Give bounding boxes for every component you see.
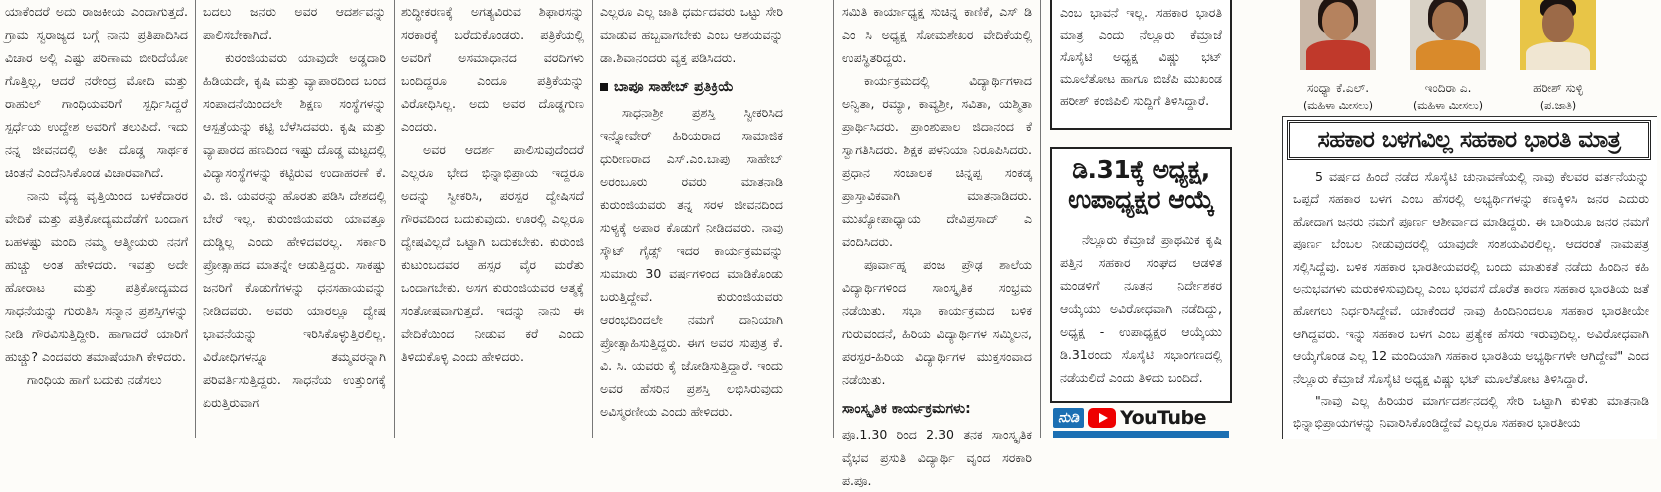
election-news-box bbox=[1050, 147, 1232, 403]
article-column-3 bbox=[401, 0, 584, 438]
subheading-cultural bbox=[842, 397, 1032, 421]
column-paragraph: ಕುರಂಜಿಯವರು ಯಾವುದೇ ಅಡ್ಡದಾರಿ ಹಿಡಿಯದೇ, ಕೃಷಿ ಮತ್ತು ವ್ಯಾಪಾರದಿಂದ ಬಂದ ಸಂಪಾದನೆಯಿಂದಲೇ ಶಿಕ್ಷಣ ಸಂಸ್ಥೆಗಳನ್ನು ಆಸ್ಪತ್ರೆಯನ್ನು ಕಟ್ಟಿ ಬೆಳೆಸಿದವರು. ಕೃಷಿ ಮತ್ತು ವ್ಯಾಪಾರದ ಹಣದಿಂದ ಇಷ್ಟು ದೊಡ್ಡ ಮಟ್ಟದಲ್ಲಿ ವಿದ್ಯಾಸಂಸ್ಥೆಗಳನ್ನು ಕಟ್ಟಿರುವ ಉದಾಹರಣೆ ಕೆ. ವಿ. ಜಿ. ಯವರನ್ನು ಹೊರತು ಪಡಿಸಿ ದೇಶದಲ್ಲಿ ಬೇರೆ ಇಲ್ಲ. ಕುರುಂಜಿಯವರು ಯಾವತ್ತೂ ದುಡ್ಡಿಲ್ಲ ಎಂದು ಹೇಳಿದವರಲ್ಲ. ಸರ್ಕಾರಿ ಪ್ರೋತ್ಸಾಹದ ಮಾತನ್ನೇ ಆಡುತ್ತಿದ್ದರು. ಸಾಕಷ್ಟು ಜನರಿಗೆ ಕೊಡುಗೆಗಳನ್ನು ಧನಸಹಾಯವನ್ನು ನೀಡಿದವರು. ಅವರು ಯಾರಲ್ಲೂ ದ್ವೇಷ ಭಾವನೆಯನ್ನು ಇರಿಸಿಕೊಳ್ಳುತ್ತಿರಲಿಲ್ಲ. ವಿರೋಧಿಗಳನ್ನೂ ತಮ್ಮವರನ್ನಾಗಿ ಪರಿವರ್ತಿಸುತ್ತಿದ್ದರು. ಸಾಧನೆಯ ಉತ್ತುಂಗಕ್ಕೆ ಏರುತ್ತಿರುವಾಗ bbox=[203, 50, 386, 410]
column-paragraph: ಪೂರ್ವಾಹ್ನ ಪಂಜ ಪ್ರೌಢ ಶಾಲೆಯ ವಿದ್ಯಾರ್ಥಿಗಳಿಂದ ಸಾಂಸ್ಕೃತಿಕ ಸಂಭ್ರಮ ನಡೆಯಿತು. ಸಭಾ ಕಾರ್ಯಕ್ರಮದ ಬಳಿಕ ಗುರುವಂದನೆ, ಹಿರಿಯ ವಿದ್ಯಾರ್ಥಿಗಳ ಸಮ್ಮಿಲನ, ಪರಸ್ಪರ-ಹಿರಿಯ ವಿದ್ಯಾರ್ಥಿಗಳ ಮುಕ್ತಸಂವಾದ ನಡೆಯಿತು. bbox=[842, 257, 1032, 387]
person-role: (ಮಹಿಳಾ ಮೀಸಲು) bbox=[1412, 99, 1484, 112]
column-paragraph: ಅವರ ಆದರ್ಶ ಪಾಲಿಸುವುದೆಂದರೆ ಎಲ್ಲರೂ ಭೇದ ಭಿನ್ನಾಭಿಪ್ರಾಯ ಇದ್ದರೂ ಅದನ್ನು ಸ್ವೀಕರಿಸಿ, ಪರಸ್ಪರ ದ್ವೇಷಿಸದೆ ಗೌರವದಿಂದ ಬದುಕುವುದು. ಊರಲ್ಲಿ ಎಲ್ಲರೂ ದ್ವೇಷವಿಲ್ಲದೆ ಒಟ್ಟಾಗಿ ಬದುಕಬೇಕು. ಕುರುಂಜಿ ಕುಟುಂಬದವರ ಹಸ್ಸರ ವೈರ ಮರೆತು ಒಂದಾಗಬೇಕು. ಅಸಗ ಕುರುಂಜಿಯವರ ಆತ್ಮಕ್ಕೆ ಸಂತೋಷವಾಗುತ್ತದೆ. ಇದನ್ನು ನಾನು ಈ ವೇದಿಕೆಯಿಂದ ನೀಡುವ ಕರೆ ಎಂದು ತಿಳಿದುಕೊಳ್ಳಿ ಎಂದು ಹೇಳಿದರು. bbox=[401, 142, 584, 364]
column-divider bbox=[1040, 0, 1041, 438]
article-paragraph: "ನಾವು ಎಲ್ಲ ಹಿರಿಯರ ಮಾರ್ಗದರ್ಶನದಲ್ಲಿ ಸೇರಿ ಒಟ್ಟಾಗಿ ಕುಳಿತು ಮಾತನಾಡಿ ಭಿನ್ನಾಭಿಪ್ರಾಯಗಳನ್ನು ನಿವಾರಿಸಿಕೊಂಡಿದ್ದೇವೆ ಎಲ್ಲರೂ ಸಹಕಾರ ಭಾರತೀಯ bbox=[1293, 393, 1649, 431]
portrait-caption-3 bbox=[1506, 80, 1610, 114]
portrait-photo-1 bbox=[1300, 0, 1376, 70]
person-name: ಇಂದಿರಾ ಎ. bbox=[1424, 81, 1472, 95]
portrait-photo-2 bbox=[1410, 0, 1486, 70]
portrait-photo-3 bbox=[1520, 0, 1596, 70]
column-paragraph: ಪೂ.1.30 ರಿಂದ 2.30 ತನಕ ಸಾಂಸ್ಕೃತಿಕ ವೈಭವ ಪ್ರಸುತಿ ವಿದ್ಯಾರ್ಥಿ ವೃಂದ ಸರಕಾರಿ ಪ.ಪೂ. bbox=[842, 427, 1032, 488]
news-paragraph: ನೆಲ್ಲೂರು ಕೆಮ್ರಾಜೆ ಪ್ರಾಥಮಿಕ ಕೃಷಿ ಪತ್ತಿನ ಸಹಕಾರ ಸಂಘದ ಆಡಳಿತ ಮಂಡಳಿಗೆ ನೂತನ ನಿರ್ದೇಶಕರ ಆಯ್ಕೆಯು ಅವಿರೋಧವಾಗಿ ನಡೆದಿದ್ದು, ಅಧ್ಯಕ್ಷ - ಉಪಾಧ್ಯಕ್ಷರ ಆಯ್ಕೆಯು ಡಿ.31ರಂದು ಸೊಸೈಟಿ ಸಭಾಂಗಣದಲ್ಲಿ ನಡೆಯಲಿದೆ ಎಂದು ತಿಳಿದು ಬಂದಿದೆ. bbox=[1060, 231, 1222, 385]
article-column-4 bbox=[600, 0, 783, 438]
youtube-play-icon bbox=[1088, 408, 1116, 428]
column-paragraph: ನಾನು ವೈದ್ಯ ವೃತ್ತಿಯಿಂದ ಬಳಕೆದಾರರ ವೇದಿಕೆ ಮತ್ತು ಪತ್ರಿಕೋದ್ಯಮದೆಡೆಗೆ ಬಂದಾಗ ಬಹಳಷ್ಟು ಮಂದಿ ನಮ್ಮ ಆತ್ಮೀಯರು ನನಗೆ ಹುಚ್ಚು ಅಂತ ಹೇಳಿದರು. ಇವತ್ತು ಅದೇ ಹೋರಾಟ ಮತ್ತು ಪತ್ರಿಕೋದ್ಯಮದ ಸಾಧನೆಯನ್ನು ಗುರುತಿಸಿ ಸನ್ಮಾನ ಪ್ರಶಸ್ತಿಗಳನ್ನು ನೀಡಿ ಗೌರವಿಸುತ್ತಿದ್ದೀರಿ. ಹಾಗಾದರೆ ಯಾರಿಗೆ ಹುಚ್ಚು? ಎಂದವರು ತಮಾಷೆಯಾಗಿ ಕೇಳಿದರು. bbox=[5, 188, 188, 364]
person-role: (ಪ.ಜಾತಿ) bbox=[1539, 99, 1577, 112]
column-paragraph: ಬದಲು ಜನರು ಅವರ ಆದರ್ಶವನ್ನು ಪಾಲಿಸಬೇಕಾಗಿದೆ. bbox=[203, 4, 386, 42]
subheading-text: ಸಾಂಸ್ಕೃತಿಕ ಕಾರ್ಯಕ್ರಮಗಳು: bbox=[842, 401, 971, 417]
cooperative-article bbox=[1282, 116, 1657, 439]
column-paragraph: ಸಾಧನಾಶ್ರೀ ಪ್ರಶಸ್ತಿ ಸ್ವೀಕರಿಸಿದ ಇನ್ನೋವೇರ್ ಹಿರಿಯರಾದ ಸಾಮಾಜಿಕ ಧುರೀಣರಾದ ಎಸ್.ಎಂ.ಬಾಪು ಸಾಹೇಬ್ ಅರಂಬೂರು ರವರು ಮಾತನಾಡಿ ಕುರುಂಜಿಯವರು ತನ್ನ ಸರಳ ಜೀವನದಿಂದ ಸುಳ್ಯಕ್ಕೆ ಅಪಾರ ಕೊಡುಗೆ ನೀಡಿದವರು. ನಾವು ಸ್ಕೌಟ್ ಗೈಡ್ಸ್ ಇದರ ಕಾರ್ಯಕ್ರಮವನ್ನು ಸುಮಾರು 30 ವರ್ಷಗಳಿಂದ ಮಾಡಿಕೊಂಡು ಬರುತ್ತಿದ್ದೇವೆ. ಕುರುಂಜಿಯವರು ಆರಂಭದಿಂದಲೇ ನಮಗೆ ದಾನಿಯಾಗಿ ಪ್ರೋತ್ಸಾಹಿಸುತ್ತಿದ್ದರು. ಈಗ ಅವರ ಸುಪುತ್ರ ಕೆ. ವಿ. ಸಿ. ಯವರು ಕೈ ಜೋಡಿಸುತ್ತಿದ್ದಾರೆ. ಇಂದು ಅವರ ಹೆಸರಿನ ಪ್ರಶಸ್ತಿ ಲಭಿಸಿರುವುದು ಅವಿಸ್ಮರಣೀಯ ಎಂದು ಹೇಳಿದರು. bbox=[600, 105, 783, 419]
blue-banner-strip bbox=[1053, 431, 1229, 438]
article-headline: ಸಹಕಾರ ಬಳಗವಿಲ್ಲ ಸಹಕಾರ ಭಾರತಿ ಮಾತ್ರ bbox=[1287, 120, 1651, 160]
column-paragraph: ಸಮಿತಿ ಕಾರ್ಯಾಧ್ಯಕ್ಷ ಸುಚಿನ್ನ ಕಾಣಿಕೆ, ಎಸ್ ಡಿ ಎಂ ಸಿ ಅಧ್ಯಕ್ಷ ಸೋಮಶೇಖರ ವೇದಿಕೆಯಲ್ಲಿ ಉಪಸ್ಥಿತರಿದ್ದರು. bbox=[842, 4, 1032, 65]
column-paragraph: ಎಲ್ಲರೂ ಎಲ್ಲ ಜಾತಿ ಧರ್ಮದವರು ಒಟ್ಟು ಸೇರಿ ಮಾಡುವ ಹಬ್ಬವಾಗಬೇಕು ಎಂಬ ಆಶಯವನ್ನು ಡಾ.ಶಿವಾನಂದರು ವ್ಯಕ್ತ ಪಡಿಸಿದರು. bbox=[600, 4, 783, 65]
column-divider bbox=[394, 0, 395, 438]
youtube-logo: YouTube bbox=[1120, 407, 1207, 429]
article-column-2 bbox=[203, 0, 386, 438]
square-bullet-icon bbox=[600, 83, 608, 91]
person-name: ಸಂಧ್ಯಾ ಕೆ.ಎಲ್. bbox=[1306, 81, 1370, 95]
news-headline: ಡಿ.31ಕ್ಕೆ ಅಧ್ಯಕ್ಷ, ಉಪಾಧ್ಯಕ್ಷರ ಆಯ್ಕೆ bbox=[1068, 155, 1214, 214]
column-divider bbox=[592, 0, 593, 438]
article-column-1 bbox=[5, 0, 188, 438]
person-role: (ಮಹಿಳಾ ಮೀಸಲು) bbox=[1302, 99, 1374, 112]
column-paragraph: ಯಾಕೆಂದರೆ ಅದು ರಾಜಕೀಯ ಎಂದಾಗುತ್ತದೆ. ಗ್ರಾಮ ಸ್ವರಾಜ್ಯದ ಬಗ್ಗೆ ನಾನು ಪ್ರತಿಪಾದಿಸಿದ ವಿಚಾರ ಅಲ್ಲಿ ಎಷ್ಟು ಪರಿಣಾಮ ಬೀರಿದೆಯೋ ಗೊತ್ತಿಲ್ಲ, ಆದರೆ ನರೇಂದ್ರ ಮೋದಿ ಮತ್ತು ರಾಹುಲ್ ಗಾಂಧಿಯವರಿಗೆ ಸ್ಪರ್ಧಿಸಿದ್ದರೆ ಸ್ಪರ್ಧೆಯ ಉದ್ದೇಶ ಅವರಿಗೆ ತಲುಪಿದೆ. ಇದು ನನ್ನ ಜೀವನದಲ್ಲಿ ಅತೀ ದೊಡ್ಡ ಸಾರ್ಥಕ ಚಿಂತನೆ ಎಂದೆನಿಸಿಕೊಂಡ ವಿಚಾರವಾಗಿದೆ. bbox=[5, 4, 188, 180]
logo-strip bbox=[1053, 407, 1206, 429]
column-divider bbox=[195, 0, 196, 438]
column-divider bbox=[833, 0, 834, 438]
statement-box bbox=[1050, 0, 1232, 130]
column-paragraph: ಕಾರ್ಯಕ್ರಮದಲ್ಲಿ ವಿದ್ಯಾರ್ಥಿಗಳಾದ ಅನ್ವಿತಾ, ರಮ್ಯಾ, ಕಾವ್ಯಶ್ರೀ, ಸವಿತಾ, ಯಶ್ಮಿತಾ ಪ್ರಾರ್ಥಿಸಿದರು. ಪ್ರಾಂಶುಪಾಲ ಜಿದಾನಂದ ಕೆ ಸ್ವಾಗತಿಸಿದರು. ಶಿಕ್ಷಕ ಪಳನಿಯಾ ನಿರೂಪಿಸಿದರು. ಪ್ರಧಾನ ಸಂಚಾಲಕ ಚಿನ್ನಪ್ಪ ಸಂಕಡ್ಕ ಪ್ರಾಸ್ತಾವಿಕವಾಗಿ ಮಾತನಾಡಿದರು. ಮುಖ್ಯೋಪಾಧ್ಯಾಯ ದೇವಿಪ್ರಸಾದ್ ಎ ವಂದಿಸಿದರು. bbox=[842, 73, 1032, 249]
statement-text: ಎಂಬ ಭಾವನೆ ಇಲ್ಲ. ಸಹಕಾರ ಭಾರತಿ ಮಾತ್ರ ಎಂದು ನೆಲ್ಲೂರು ಕೆಮ್ರಾಜೆ ಸೊಸೈಟಿ ಅಧ್ಯಕ್ಷ ವಿಷ್ಣು ಭಟ್ ಮೂಲೆತೋಟ ಹಾಗೂ ಬಿಜೆಪಿ ಮುಖಂಡ ಹರೀಶ್ ಕಂಜಿಪಿಲಿ ಸುದ್ದಿಗೆ ತಿಳಿಸಿದ್ದಾರೆ. bbox=[1060, 5, 1222, 108]
article-column-5 bbox=[842, 0, 1032, 488]
person-name: ಹರೀಶ್ ಸುಳ್ಳಿ bbox=[1533, 81, 1583, 95]
portrait-caption-1 bbox=[1286, 80, 1390, 114]
article-body bbox=[1283, 166, 1657, 435]
news-body bbox=[1052, 228, 1230, 389]
column-paragraph: ಶುದ್ಧೀಕರಣಕ್ಕೆ ಅಗತ್ಯವಿರುವ ಶಿಫಾರಸನ್ನು ಸರಕಾರಕ್ಕೆ ಬರೆದುಕೊಂಡರು. ಪತ್ರಿಕೆಯಲ್ಲಿ ಅವರಿಗೆ ಅಸಮಾಧಾನದ ವರದಿಗಳು ಬಂದಿದ್ದರೂ ಎಂದೂ ಪತ್ರಿಕೆಯನ್ನು ವಿರೋಧಿಸಿಲ್ಲ. ಅದು ಅವರ ದೊಡ್ಡಗುಣ ಎಂದರು. bbox=[401, 4, 584, 134]
nudi-logo: ನುಡಿ bbox=[1053, 408, 1084, 428]
portrait-caption-2 bbox=[1396, 80, 1500, 114]
subheading-text: ಬಾಪೂ ಸಾಹೇಬ್ ಪ್ರತಿಕ್ರಿಯೆ bbox=[614, 79, 734, 95]
column-paragraph: ಗಾಂಧಿಯ ಹಾಗೆ ಬದುಕು ನಡೆಸಲು bbox=[27, 372, 162, 387]
subheading-bapu-saheb bbox=[600, 75, 783, 99]
article-paragraph: 5 ವರ್ಷದ ಹಿಂದೆ ನಡೆದ ಸೊಸೈಟಿ ಚುನಾವಣೆಯಲ್ಲಿ ನಾವು ಕೆಲವರ ವರ್ತನೆಯನ್ನು ಒಪ್ಪದೆ ಸಹಕಾರ ಬಳಗ ಎಂಬ ಹೆಸರಲ್ಲಿ ಅಭ್ಯರ್ಥಿಗಳನ್ನು ಕಣಕ್ಕಿಳಿಸಿ ಜನರ ಎದುರು ಹೋದಾಗ ಜನರು ನಮಗೆ ಪೂರ್ಣ ಆಶೀರ್ವಾದ ಮಾಡಿದ್ದರು. ಈ ಬಾರಿಯೂ ಜನರ ನಮಗೆ ಪೂರ್ಣ ಬೆಂಬಲ ನೀಡುವುದರಲ್ಲಿ ಯಾವುದೇ ಸಂಶಯವಿರಲಿಲ್ಲ. ಆದರಂತೆ ನಾಮಪತ್ರ ಸಲ್ಲಿಸಿದ್ದೆವು. ಬಳಿಕ ಸಹಕಾರ ಭಾರತೀಯವರಲ್ಲಿ ಬಂದು ಮಾತುಕತೆ ನಡೆದು ಹಿಂದಿನ ಕಹಿ ಅನುಭವಗಳು ಮರುಕಳಿಸುವುದಿಲ್ಲ ಎಂಬ ಭರವಸೆ ದೊರೆತ ಕಾರಣ ಸಹಕಾರ ಭಾರತಿಯ ಜತೆ ಹೋಗಲು ನಿರ್ಧರಿಸಿದ್ದೇವೆ. ಯಾಕೆಂದರೆ ನಾವು ಹಿಂದಿನಿಂದಲೂ ಸಹಕಾರ ಭಾರತೀಯೇ ಆಗಿದ್ದವರು. ಇನ್ನು ಸಹಕಾರ ಬಳಗ ಎಂಬ ಪ್ರತ್ಯೇಕ ಹೆಸರು ಇರುವುದಿಲ್ಲ. ಅವಿರೋಧವಾಗಿ ಆಯ್ಕೆಗೊಂಡ ಎಲ್ಲ 12 ಮಂದಿಯಾಗಿ ಸಹಕಾರ ಭಾರತಿಯ ಅಭ್ಯರ್ಥಿಗಳೇ ಆಗಿದ್ದೇವೆ" ಎಂದ ನೆಲ್ಲೂರು ಕೆಮ್ರಾಜೆ ಸೊಸೈಟಿ ಅಧ್ಯಕ್ಷ ವಿಷ್ಣು ಭಟ್ ಮೂಲೆತೋಟ ತಿಳಿಸಿದ್ದಾರೆ. bbox=[1293, 169, 1649, 386]
